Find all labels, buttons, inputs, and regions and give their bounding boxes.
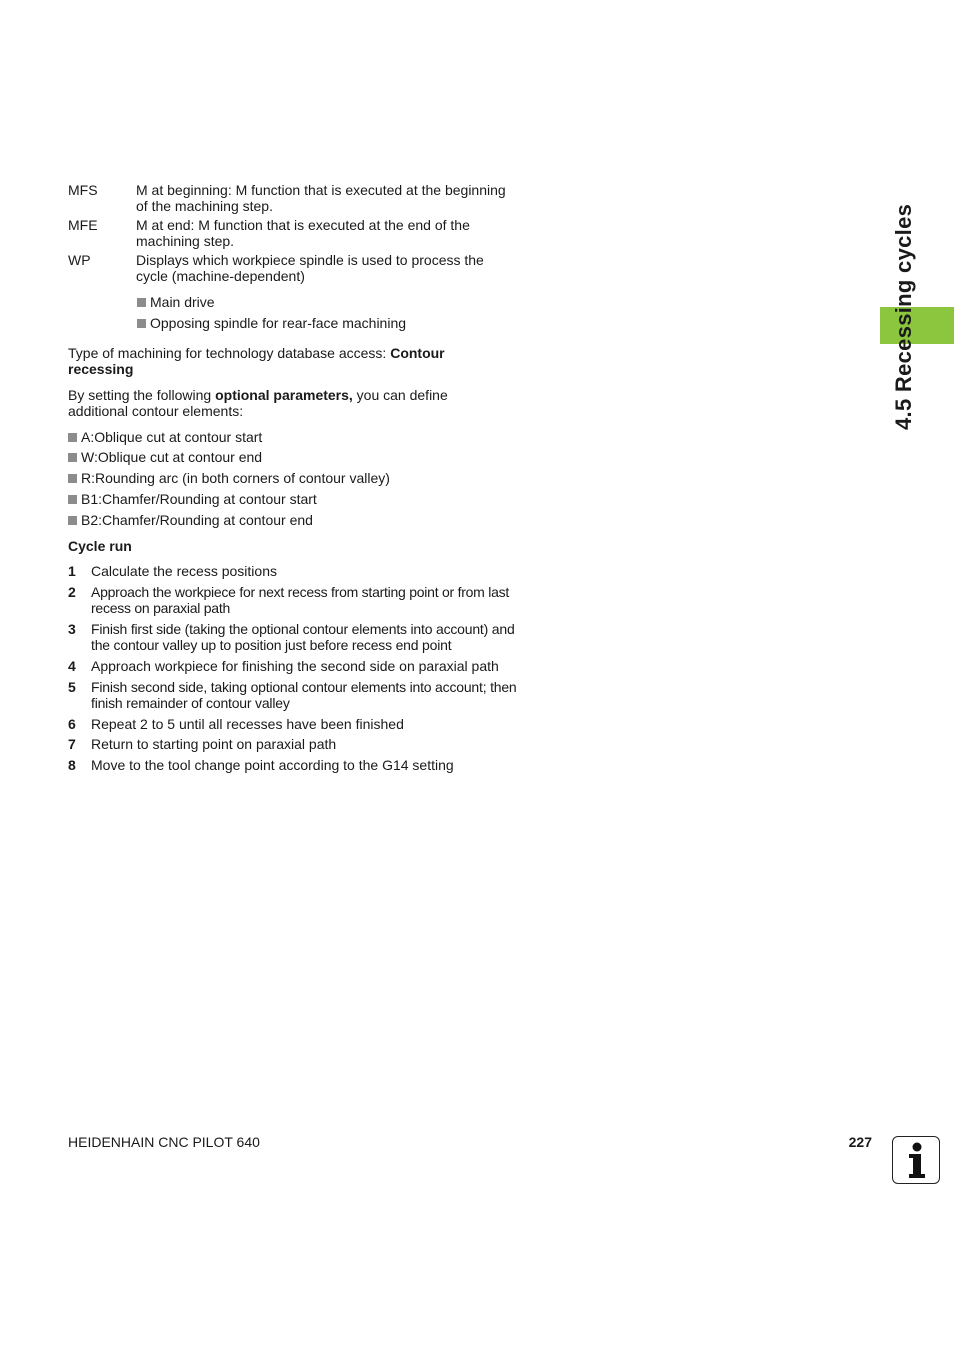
cycle-run-heading: Cycle run xyxy=(68,538,132,554)
step-item xyxy=(68,621,528,655)
page-number: 227 xyxy=(848,1134,872,1150)
step-number: 4 xyxy=(68,658,76,674)
footer-product-name: HEIDENHAIN CNC PILOT 640 xyxy=(68,1134,260,1150)
param-desc: M at beginning: M function that is executed at the beginning of the machining step. xyxy=(136,182,506,214)
bullet-square-icon xyxy=(68,474,77,483)
info-glyph xyxy=(893,1137,938,1182)
param-row-mfe xyxy=(68,217,518,251)
list-item: B1:Chamfer/Rounding at contour start xyxy=(68,491,317,507)
bullet-square-icon xyxy=(68,433,77,442)
param-term: MFS xyxy=(68,182,98,198)
step-number: 3 xyxy=(68,621,76,637)
step-text: Calculate the recess positions xyxy=(91,563,277,579)
step-text: Return to starting point on paraxial path xyxy=(91,736,337,752)
param-term: MFE xyxy=(68,217,98,233)
param-term: WP xyxy=(68,252,91,268)
step-item xyxy=(68,757,528,775)
bullet-square-icon xyxy=(137,319,146,328)
step-number: 7 xyxy=(68,736,76,752)
param-row-wp xyxy=(68,252,518,286)
list-item: B2:Chamfer/Rounding at contour end xyxy=(68,512,313,528)
bullet-square-icon xyxy=(137,298,146,307)
step-text: Approach workpiece for finishing the second side on paraxial path xyxy=(91,658,499,674)
step-text: Finish first side (taking the optional contour elements into account) and the contour valley up to position just before recess end point xyxy=(91,621,515,653)
info-icon xyxy=(892,1136,940,1184)
step-text: Repeat 2 to 5 until all recesses have been finished xyxy=(91,716,404,732)
param-row-mfs xyxy=(68,182,518,216)
step-number: 8 xyxy=(68,757,76,773)
param-desc: Displays which workpiece spindle is used to process the cycle (machine-dependent) xyxy=(136,252,484,284)
step-text: Move to the tool change point according to the G14 setting xyxy=(91,757,454,773)
param-desc: M at end: M function that is executed at the end of the machining step. xyxy=(136,217,470,249)
list-item: R:Rounding arc (in both corners of contour valley) xyxy=(68,470,390,486)
list-item: W:Oblique cut at contour end xyxy=(68,449,262,465)
step-text: Approach the workpiece for next recess from starting point or from last recess on paraxial path xyxy=(91,584,509,616)
tech-db-paragraph: Type of machining for technology database access: Contour recessing xyxy=(68,345,445,377)
list-item: Opposing spindle for rear-face machining xyxy=(137,315,406,331)
section-title: 4.5 Recessing cycles xyxy=(891,203,916,430)
step-item xyxy=(68,736,528,754)
bullet-square-icon xyxy=(68,495,77,504)
optional-paragraph: By setting the following optional parameters, you can define additional contour elements: xyxy=(68,387,448,419)
step-number: 2 xyxy=(68,584,76,600)
step-item xyxy=(68,563,528,581)
step-item xyxy=(68,679,528,713)
bullet-square-icon xyxy=(68,453,77,462)
step-text: Finish second side, taking optional contour elements into account; then finish remainder of contour valley xyxy=(91,679,517,711)
step-item xyxy=(68,584,528,618)
step-number: 5 xyxy=(68,679,76,695)
step-number: 6 xyxy=(68,716,76,732)
bullet-square-icon xyxy=(68,516,77,525)
step-item xyxy=(68,658,528,676)
list-item: Main drive xyxy=(137,294,215,310)
list-item: A:Oblique cut at contour start xyxy=(68,429,262,445)
step-item xyxy=(68,716,528,734)
step-number: 1 xyxy=(68,563,76,579)
